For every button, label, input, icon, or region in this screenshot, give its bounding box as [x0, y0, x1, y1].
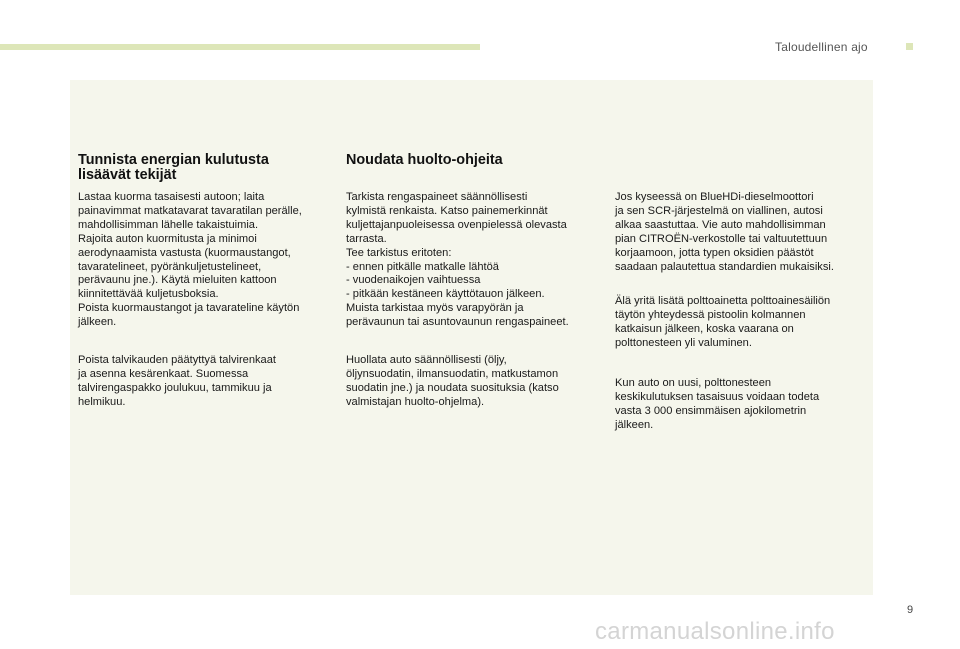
section-heading-maintenance: Noudata huolto-ohjeita [346, 152, 503, 168]
content-panel [70, 80, 873, 595]
paragraph-tyres-season: Poista talvikauden päätyttyä talvirenkaat ja asenna kesärenkaat. Suomessa talvirengaspakko joulukuu, tammikuu ja helmikuu. [78, 354, 276, 408]
section-heading-energy: Tunnista energian kulutusta lisäävät tekijät [78, 152, 269, 183]
paragraph-load: Lastaa kuorma tasaisesti autoon; laita painavimmat matkatavarat tavaratilan perälle, mahdollisimman lähelle takaistuimia. Rajoita auton kuormitusta ja minimoi aerodynaamista vastusta (kuormaustangot, tavaratelineet, pyöränkuljetustelineet, perävaunu jne.). Käytä mieluiten kattoon kiinnitettävää kuljetusboksia. Poista kuormaustangot ja tavarateline käytön jälkeen. [78, 191, 302, 329]
watermark-text: carmanualsonline.info [595, 618, 835, 645]
chapter-marker [906, 43, 913, 50]
paragraph-service: Huollata auto säännöllisesti (öljy, öljynsuodatin, ilmansuodatin, matkustamon suodatin jne.) ja noudata suosituksia (katso valmistajan huolto-ohjelma). [346, 354, 559, 408]
paragraph-new-car: Kun auto on uusi, polttonesteen keskikulutuksen tasaisuus voidaan todeta vasta 3 000 ensimmäisen ajokilometrin jälkeen. [615, 377, 820, 431]
chapter-title: Taloudellinen ajo [775, 40, 868, 54]
paragraph-bluehdi: Jos kyseessä on BlueHDi-dieselmoottori ja sen SCR-järjestelmä on viallinen, autosi alkaa saastuttaa. Vie auto mahdollisimman pian CITROËN-verkostolle tai valtuutettuun korjaamoon, jotta typen oksidien päästöt saadaan palautettua standardien mukaisiksi. [615, 191, 834, 273]
header-accent-bar [0, 44, 480, 50]
page-number: 9 [907, 604, 914, 616]
paragraph-refuel: Älä yritä lisätä polttoainetta polttoainesäiliön täytön yhteydessä pistoolin kolmannen katkaisun jälkeen, koska vaarana on polttonesteen yli valuminen. [615, 295, 831, 349]
paragraph-tyre-pressure: Tarkista rengaspaineet säännöllisesti kylmistä renkaista. Katso painemerkinnät kuljettajanpuoleisessa ovenpielessä olevasta tarrasta. Tee tarkistus eritoten: - ennen pitkälle matkalle lähtöä - vuodenaikojen vaihtuessa - pitkään kestäneen käyttötauon jälkeen. Muista tarkistaa myös varapyörän ja perävaunun tai asuntovaunun rengaspaineet. [346, 191, 569, 329]
